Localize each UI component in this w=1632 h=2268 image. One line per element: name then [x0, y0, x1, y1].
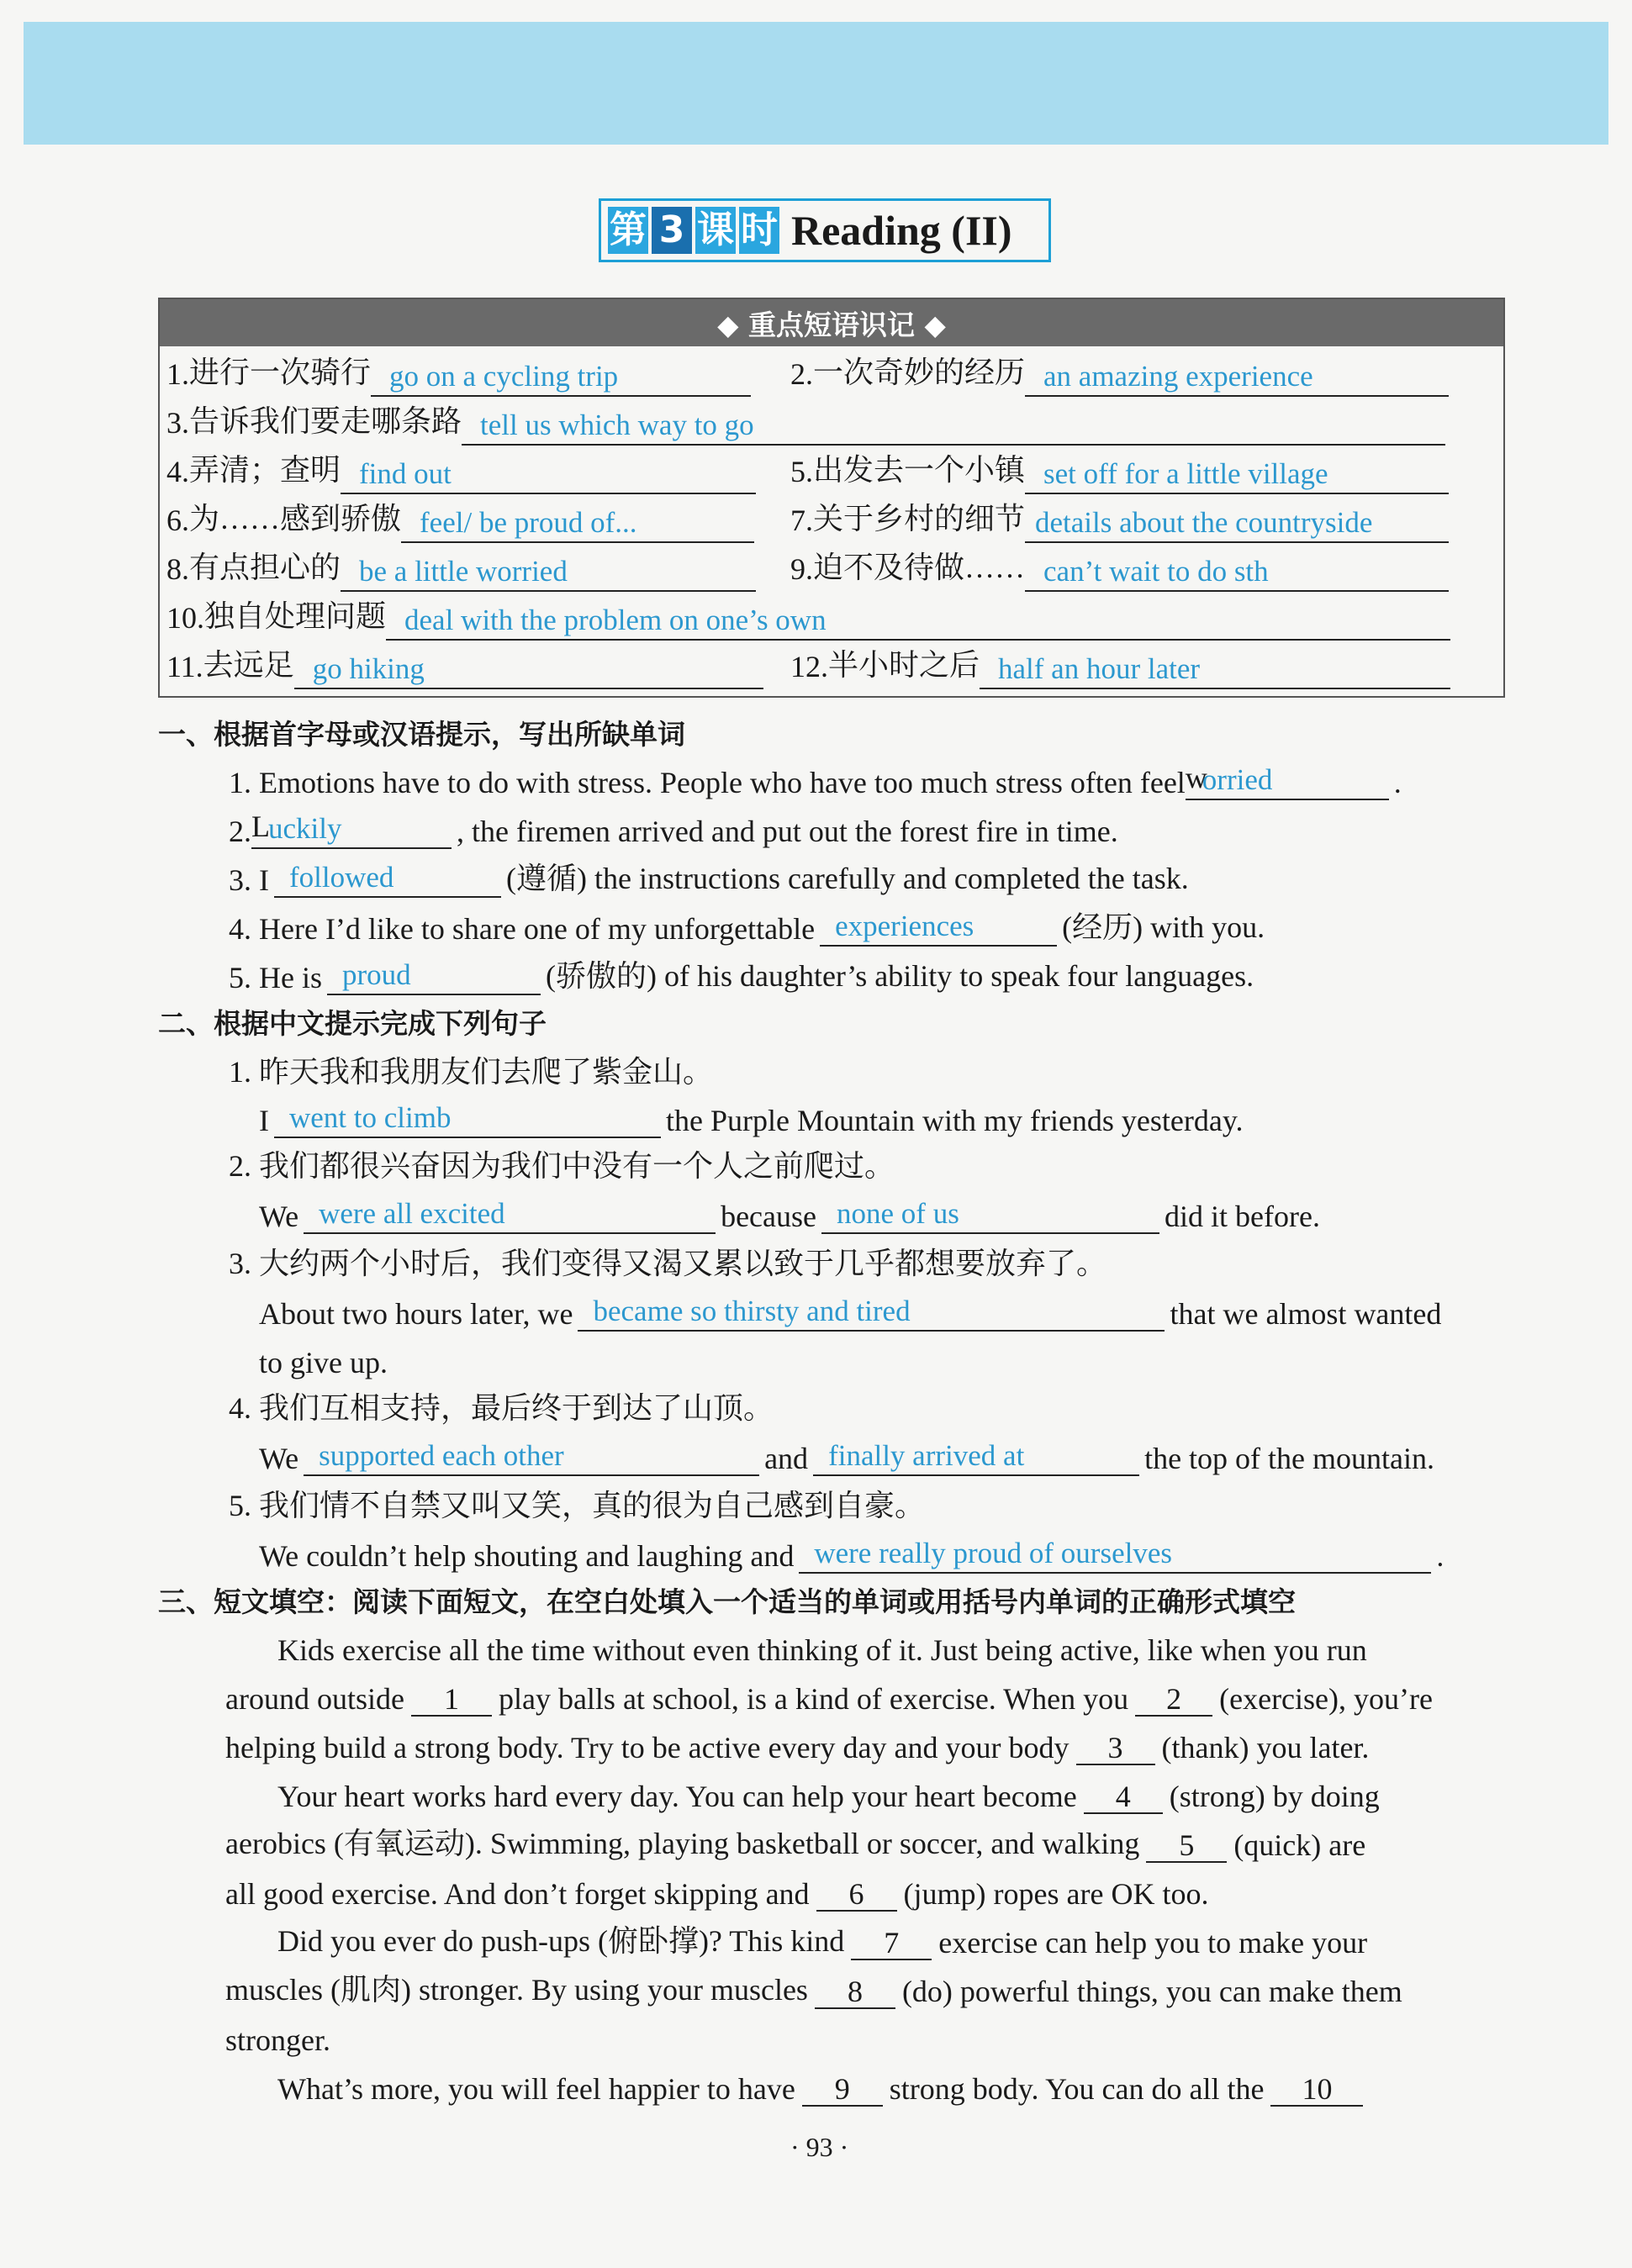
answer-text: orried — [1202, 763, 1273, 796]
answer-text: go on a cycling trip — [389, 360, 619, 393]
key-phrases-heading: ◆ 重点短语识记 ◆ — [160, 299, 1503, 346]
answer-text: can’t wait to do sth — [1043, 555, 1269, 588]
passage-line: Did you ever do push-ups (俯卧撑)? This kind 7 exercise can help you to make your — [277, 1913, 1367, 1960]
passage-blank: 2 — [1135, 1678, 1212, 1717]
s1-question-3: 3. I followed (遵循) the instructions carefully and completed the task. — [229, 851, 1189, 898]
answer-text: proud — [342, 958, 411, 991]
answer-blank — [1025, 553, 1449, 592]
page-title: Reading (II) — [791, 207, 1012, 254]
answer-blank — [327, 955, 541, 995]
phrase-item: 3. 告诉我们要走哪条路 tell us which way to go — [166, 397, 1445, 446]
answer-text: be a little worried — [359, 555, 568, 588]
answer-text: were all excited — [319, 1197, 505, 1230]
answer-text: experiences — [835, 910, 974, 942]
s2-question-2-cn: 2. 我们都很兴奋因为我们中没有一个人之前爬过。 — [229, 1149, 895, 1183]
passage-blank: 6 — [816, 1873, 897, 1912]
answer-blank — [462, 407, 1445, 446]
s2-question-1-cn: 1. 昨天我和我朋友们去爬了紫金山。 — [229, 1055, 714, 1089]
phrase-item: 6. 为……感到骄傲 feel/ be proud of... — [166, 494, 754, 543]
passage-blank: 10 — [1270, 2068, 1363, 2107]
answer-blank — [813, 1436, 1139, 1476]
answer-blank — [980, 651, 1450, 689]
answer-blank — [578, 1291, 1165, 1332]
answer-blank — [294, 651, 763, 689]
section-1-title: 一、根据首字母或汉语提示，写出所缺单词 — [158, 718, 685, 751]
answer-blank — [799, 1533, 1431, 1574]
key-phrases-box — [158, 298, 1505, 698]
s2-question-1: I went to climb the Purple Mountain with my friends yesterday. — [259, 1091, 1244, 1138]
section-3-title: 三、短文填空：阅读下面短文，在空白处填入一个适当的单词或用括号内单词的正确形式填空 — [158, 1585, 1296, 1618]
phrase-item: 9. 迫不及待做…… can’t wait to do sth — [790, 543, 1449, 592]
passage-line: muscles (肌肉) stronger. By using your muscles 8 (do) powerful things, you can make them — [225, 1962, 1402, 2009]
answer-text: supported each other — [319, 1439, 564, 1472]
answer-blank: w orried — [1186, 760, 1389, 800]
phrase-item: 1. 进行一次骑行 go on a cycling trip — [166, 348, 751, 397]
phrase-row — [160, 348, 1503, 397]
passage-blank: 8 — [815, 1970, 895, 2009]
s1-question-1: 1. Emotions have to do with stress. People who have too much stress often feel w orried . — [229, 761, 1402, 799]
answer-text: go hiking — [312, 652, 425, 685]
passage-blank: 1 — [411, 1678, 492, 1717]
phrase-row — [160, 592, 1503, 641]
passage-line: What’s more, you will feel happier to have 9 strong body. You can do all the 10 — [277, 2060, 1370, 2107]
lesson-number: 3 — [652, 207, 692, 254]
answer-text: finally arrived at — [828, 1439, 1025, 1472]
answer-blank — [1025, 504, 1449, 543]
passage-blank: 3 — [1076, 1727, 1155, 1765]
passage-blank: 9 — [802, 2068, 883, 2107]
phrase-item: 2. 一次奇妙的经历 an amazing experience — [790, 348, 1449, 397]
answer-blank — [371, 358, 751, 397]
s2-question-3-cn: 3. 大约两个小时后，我们变得又渴又累以致于几乎都想要放弃了。 — [229, 1247, 1107, 1280]
passage-blank: 4 — [1084, 1775, 1163, 1814]
answer-text: details about the countryside — [1035, 506, 1373, 539]
s2-question-4: We supported each other and finally arrived at the top of the mountain. — [259, 1429, 1434, 1476]
phrase-row — [160, 397, 1503, 446]
passage-blank: 5 — [1146, 1824, 1227, 1863]
answer-text: became so thirsty and tired — [593, 1295, 911, 1327]
answer-blank — [274, 857, 501, 898]
answer-text: feel/ be proud of... — [420, 506, 637, 539]
lesson-char: 时 — [739, 207, 779, 254]
lesson-title — [599, 198, 1051, 262]
answer-blank — [820, 906, 1057, 947]
passage-line: Your heart works hard every day. You can help your heart become 4 (strong) by doing — [277, 1767, 1380, 1814]
answer-text: deal with the problem on one’s own — [404, 604, 827, 636]
phrase-item: 10. 独自处理问题 deal with the problem on one’s own — [166, 592, 1450, 641]
s2-question-4-cn: 4. 我们互相支持，最后终于到达了山顶。 — [229, 1391, 774, 1425]
answer-blank — [401, 504, 754, 543]
top-color-band — [24, 22, 1608, 145]
phrase-item: 4. 弄清；查明 find out — [166, 446, 756, 494]
answer-text: half an hour later — [998, 652, 1201, 685]
lesson-char: 第 — [608, 207, 648, 254]
s2-question-3: About two hours later, we became so thirsty and tired that we almost wanted — [259, 1284, 1441, 1332]
answer-text: were really proud of ourselves — [814, 1537, 1173, 1569]
answer-text: an amazing experience — [1043, 360, 1313, 393]
passage-line: stronger. — [225, 2023, 330, 2057]
phrase-row — [160, 543, 1503, 592]
answer-blank — [304, 1194, 716, 1234]
s1-question-2: 2. L uckily , the firemen arrived and put out the forest fire in time. — [229, 810, 1118, 848]
phrase-row — [160, 494, 1503, 543]
phrase-row — [160, 446, 1503, 494]
s2-question-3-continued: to give up. — [259, 1346, 388, 1379]
answer-text: set off for a little village — [1043, 457, 1328, 490]
phrase-item: 8. 有点担心的 be a little worried — [166, 543, 756, 592]
answer-blank — [821, 1194, 1159, 1234]
section-2-title: 二、根据中文提示完成下列句子 — [158, 1007, 547, 1040]
answer-blank — [1025, 456, 1449, 494]
answer-text: went to climb — [289, 1101, 452, 1134]
s1-question-4: 4. Here I’d like to share one of my unforgettable experiences (经历) with you. — [229, 899, 1265, 947]
phrase-item: 11. 去远足 go hiking — [166, 641, 763, 689]
answer-blank — [274, 1098, 661, 1138]
answer-blank — [1025, 358, 1449, 397]
passage-line: Kids exercise all the time without even thinking of it. Just being active, like when you run — [277, 1633, 1367, 1667]
s2-question-5-cn: 5. 我们情不自禁又叫又笑，真的很为自己感到自豪。 — [229, 1489, 926, 1522]
answer-blank — [341, 456, 756, 494]
phrase-row — [160, 641, 1503, 689]
lesson-char: 课 — [695, 207, 736, 254]
passage-line: helping build a strong body. Try to be active every day and your body 3 (thank) you later. — [225, 1718, 1369, 1765]
answer-blank — [341, 553, 756, 592]
passage-line: around outside 1 play balls at school, is a kind of exercise. When you 2 (exercise), you’re — [225, 1669, 1433, 1717]
answer-text: uckily — [268, 812, 342, 845]
answer-text: none of us — [837, 1197, 959, 1230]
answer-blank — [386, 602, 1450, 641]
phrase-item: 5. 出发去一个小镇 set off for a little village — [790, 446, 1449, 494]
passage-blank: 7 — [851, 1922, 932, 1960]
answer-text: tell us which way to go — [480, 409, 754, 441]
s2-question-2: We were all excited because none of us did it before. — [259, 1187, 1320, 1234]
answer-blank — [304, 1436, 759, 1476]
answer-text: followed — [289, 861, 394, 894]
answer-text: find out — [359, 457, 452, 490]
s2-question-5: We couldn’t help shouting and laughing and were really proud of ourselves . — [259, 1527, 1444, 1574]
page-number: · 93 · — [790, 2132, 849, 2162]
answer-blank: L uckily — [251, 809, 452, 849]
phrase-item: 12. 半小时之后 half an hour later — [790, 641, 1450, 689]
passage-line: aerobics (有氧运动). Swimming, playing basketball or soccer, and walking 5 (quick) are — [225, 1816, 1365, 1863]
s1-question-5: 5. He is proud (骄傲的) of his daughter’s ability to speak four languages. — [229, 948, 1254, 995]
phrase-item: 7. 关于乡村的细节 details about the countryside — [790, 494, 1449, 543]
passage-line: all good exercise. And don’t forget skipping and 6 (jump) ropes are OK too. — [225, 1865, 1208, 1912]
